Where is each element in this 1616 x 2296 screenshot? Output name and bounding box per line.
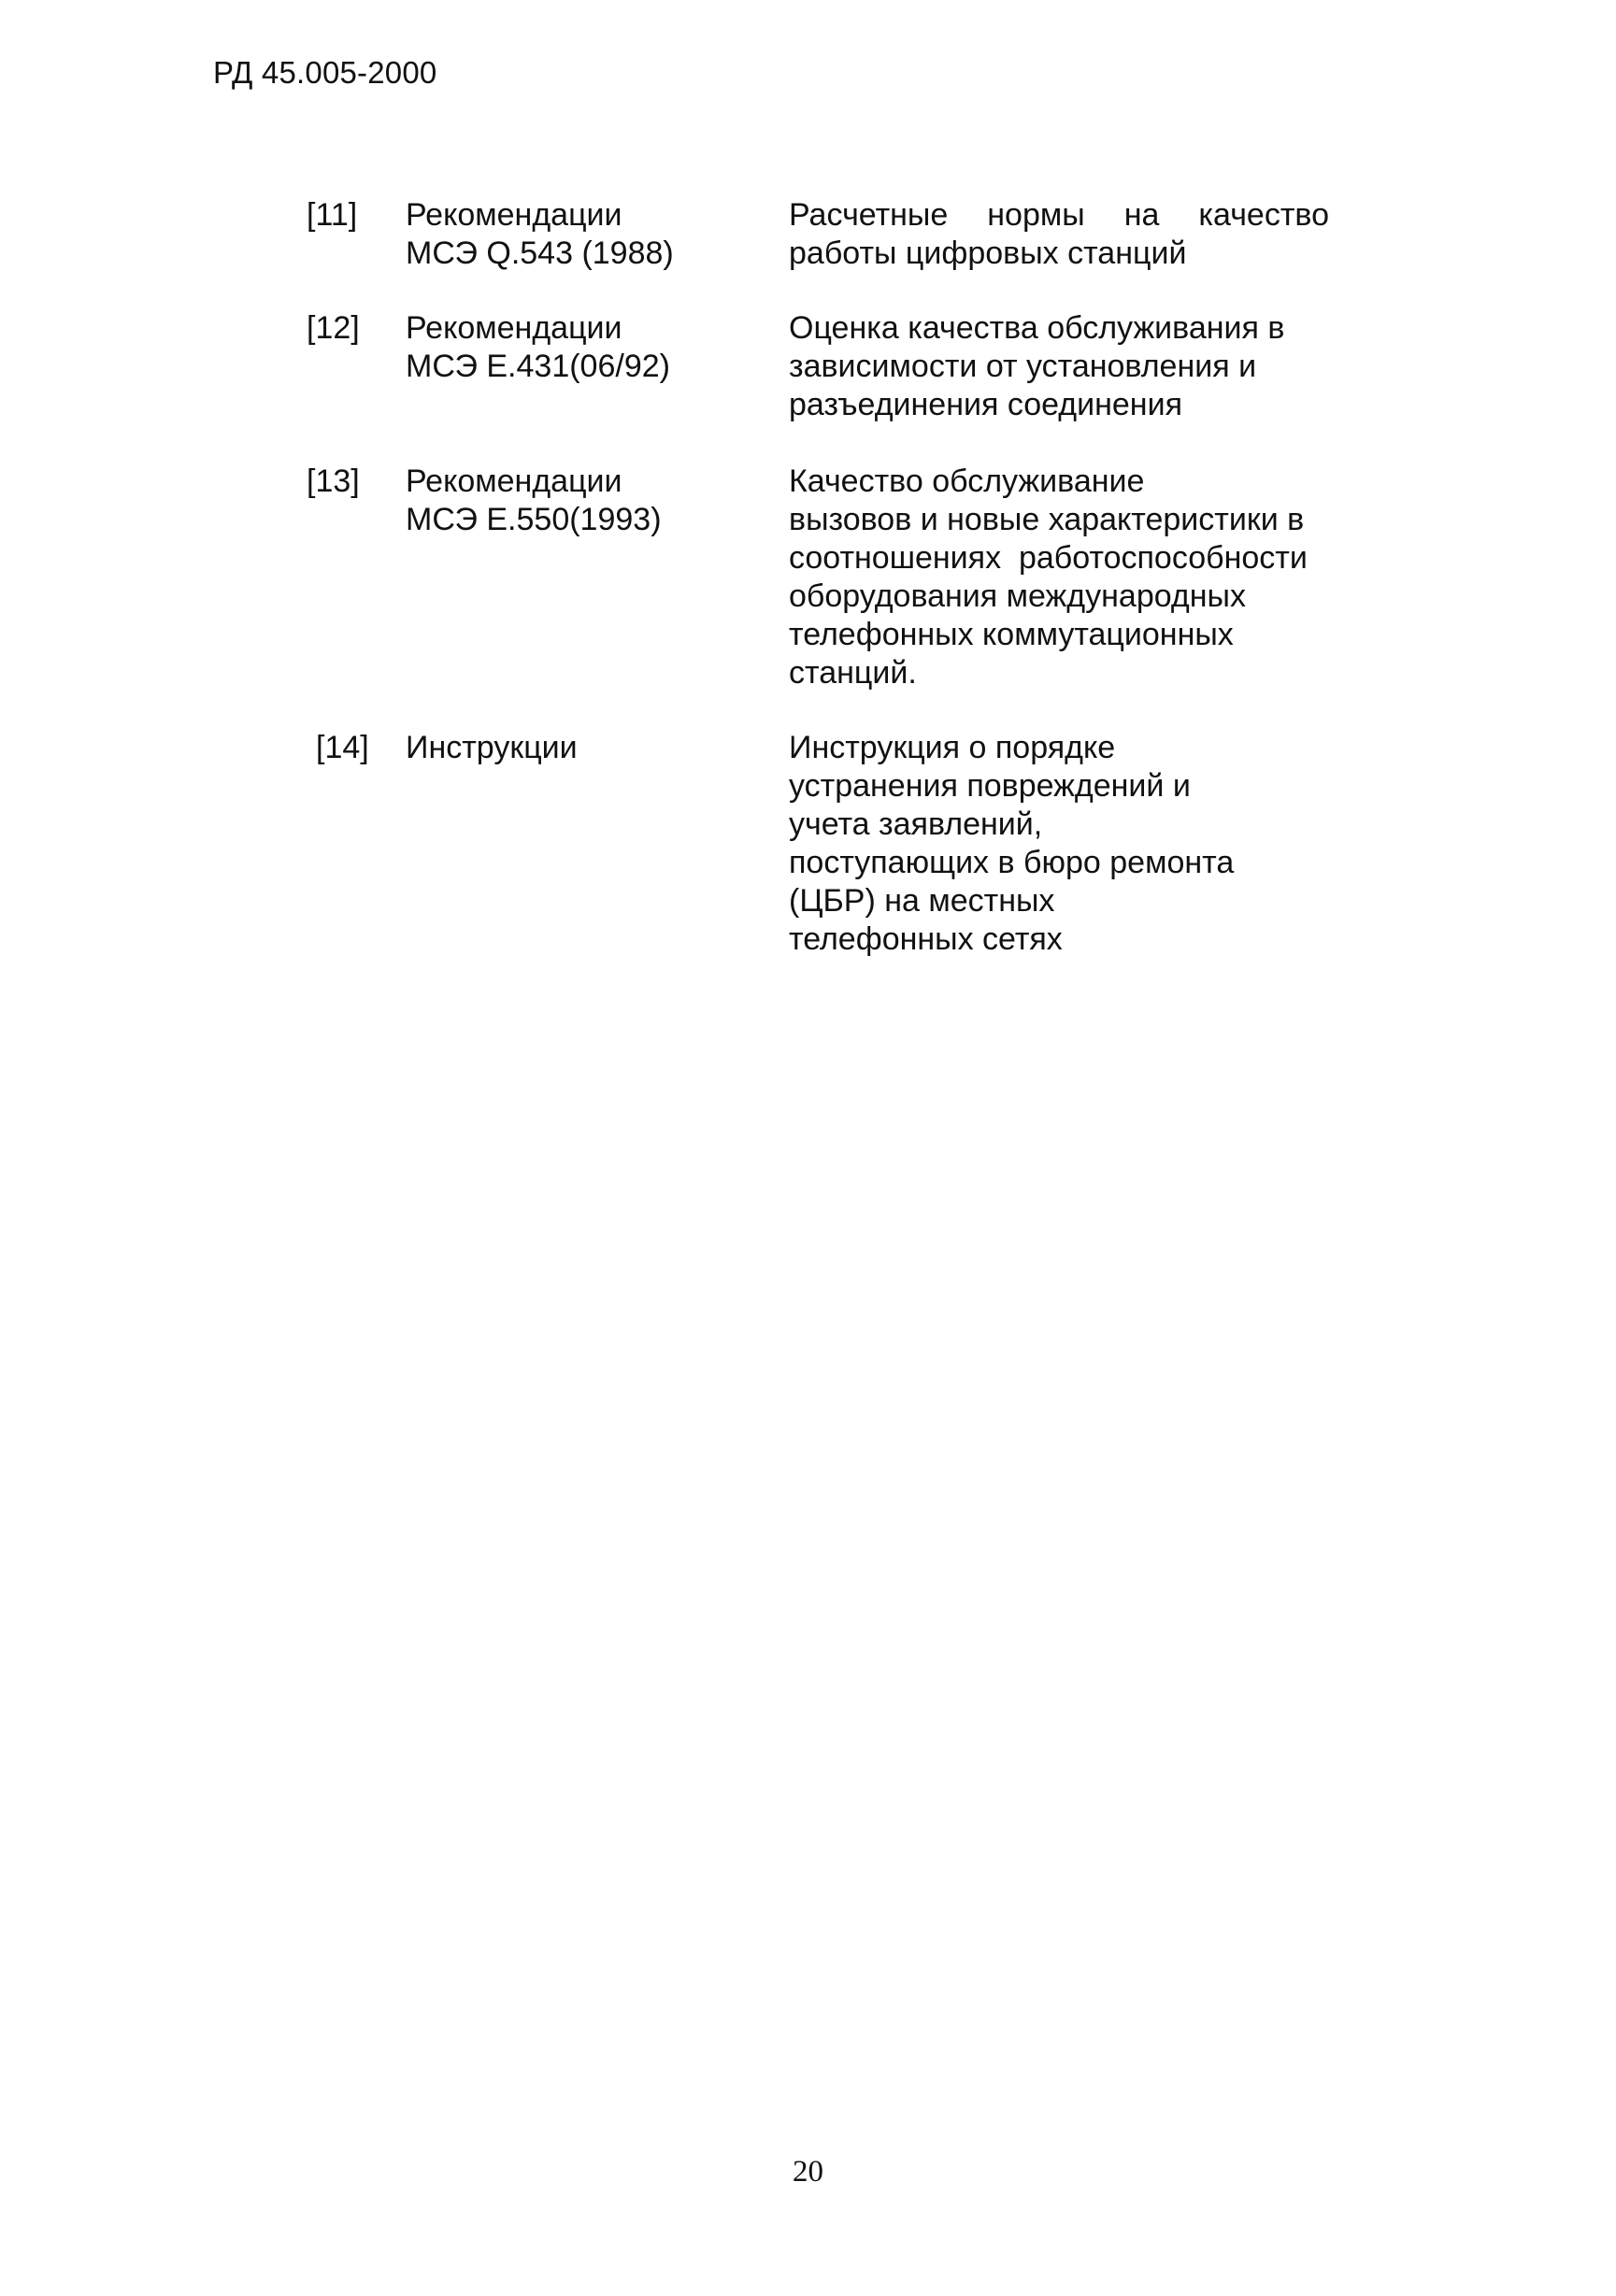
reference-title-line: Оценка качества обслуживания в bbox=[789, 310, 1285, 346]
reference-title bbox=[789, 729, 1331, 959]
reference-title-line: вызовов и новые характеристики в bbox=[789, 502, 1305, 537]
reference-title-line: телефонных коммутационных bbox=[789, 617, 1234, 652]
reference-title-line: оборудования международных bbox=[789, 578, 1246, 614]
reference-source bbox=[406, 196, 761, 273]
reference-title-line: соотношениях работоспособности bbox=[789, 540, 1308, 576]
reference-title-line: учета заявлений, bbox=[789, 806, 1043, 842]
reference-source-line: Инструкции bbox=[406, 730, 578, 765]
reference-source bbox=[406, 729, 761, 767]
reference-title-line: телефонных сетях bbox=[789, 921, 1063, 957]
reference-title-line: Качество обслуживание bbox=[789, 463, 1145, 499]
reference-title-line: разъединения соединения bbox=[789, 387, 1182, 422]
reference-title-line: станций. bbox=[789, 655, 917, 691]
reference-title-word: на bbox=[1123, 197, 1160, 233]
reference-title-line: устранения повреждений и bbox=[789, 768, 1191, 804]
reference-source-line: МСЭ Е.550(1993) bbox=[406, 502, 662, 537]
reference-title-word: качество bbox=[1198, 197, 1329, 233]
reference-source-line: Рекомендации bbox=[406, 310, 622, 346]
reference-title-line: (ЦБР) на местных bbox=[789, 883, 1055, 919]
reference-number: [13] bbox=[307, 463, 360, 499]
reference-title-line: работы цифровых станций bbox=[789, 235, 1187, 271]
reference-title-line: зависимости от установления и bbox=[789, 349, 1257, 384]
reference-title-word: нормы bbox=[987, 197, 1085, 233]
reference-source-line: МСЭ Е.431(06/92) bbox=[406, 349, 670, 384]
reference-number: [12] bbox=[307, 310, 360, 346]
reference-source-line: МСЭ Q.543 (1988) bbox=[406, 235, 674, 271]
reference-source-line: Рекомендации bbox=[406, 463, 622, 499]
reference-title bbox=[789, 309, 1331, 424]
reference-title-line: Инструкция о порядке bbox=[789, 730, 1116, 765]
reference-source bbox=[406, 309, 761, 386]
reference-title-line: поступающих в бюро ремонта bbox=[789, 845, 1235, 880]
reference-source-line: Рекомендации bbox=[406, 197, 622, 233]
reference-title bbox=[789, 196, 1331, 273]
reference-title-word: Расчетные bbox=[789, 197, 949, 233]
reference-number: [11] bbox=[307, 197, 358, 233]
reference-number: [14] bbox=[316, 730, 369, 765]
page-number: 20 bbox=[793, 2155, 823, 2189]
reference-title-line bbox=[789, 196, 1329, 235]
reference-title bbox=[789, 463, 1331, 692]
reference-source bbox=[406, 463, 761, 539]
document-code: РД 45.005-2000 bbox=[213, 55, 437, 90]
